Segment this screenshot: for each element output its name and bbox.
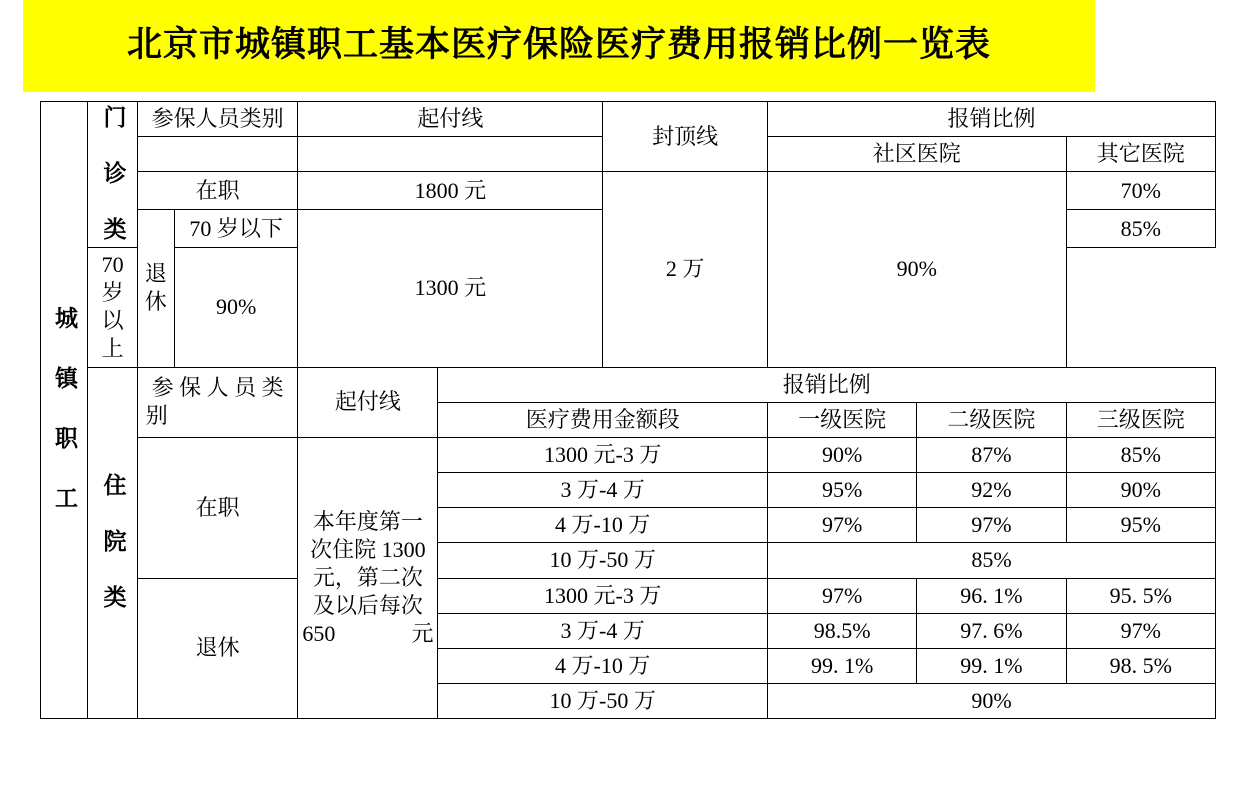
outpatient-deductible-retired: 1300 元 — [298, 210, 603, 367]
header-inpatient-reimburse: 报销比例 — [438, 367, 1216, 402]
inpatient-rate-level1: 97% — [767, 578, 916, 613]
outpatient-community-rate: 90% — [767, 172, 1066, 367]
inpatient-rate-level2: 99. 1% — [917, 648, 1066, 683]
outpatient-deductible-active: 1800 元 — [298, 172, 603, 210]
inpatient-rate-level2: 97% — [917, 508, 1066, 543]
inpatient-rate-merged: 90% — [767, 684, 1215, 719]
inpatient-rate-level1: 98.5% — [767, 613, 916, 648]
outpatient-subcategory-under70: 70 岁以下 — [174, 210, 298, 248]
inpatient-band: 10 万-50 万 — [438, 684, 768, 719]
header-inpatient-category: 参 保 人 员 类 别 — [137, 367, 298, 437]
inpatient-category-active: 在职 — [137, 437, 298, 578]
inpatient-rate-level3: 95% — [1066, 508, 1215, 543]
inpatient-rate-merged: 85% — [767, 543, 1215, 578]
table-row — [41, 578, 1216, 613]
outpatient-other-rate-under70: 85% — [1066, 210, 1215, 248]
inpatient-rate-level3: 90% — [1066, 473, 1215, 508]
reimbursement-table — [40, 101, 1216, 719]
inpatient-rate-level2: 87% — [917, 437, 1066, 472]
inpatient-band: 4 万-10 万 — [438, 648, 768, 683]
header-inpatient-deductible: 起付线 — [298, 367, 438, 437]
inpatient-rate-level3: 95. 5% — [1066, 578, 1215, 613]
row-label-main-text: 城 镇 职 工 — [52, 305, 78, 515]
inpatient-rate-level3: 98. 5% — [1066, 648, 1215, 683]
header-outpatient-deductible: 起付线 — [298, 102, 603, 137]
inpatient-rate-level1: 95% — [767, 473, 916, 508]
outpatient-subcategory-over70: 70 岁以上 — [88, 248, 137, 368]
header-level2-hospital: 二级医院 — [917, 402, 1066, 437]
inpatient-rate-level1: 99. 1% — [767, 648, 916, 683]
inpatient-band: 1300 元-3 万 — [438, 578, 768, 613]
inpatient-rate-level2: 92% — [917, 473, 1066, 508]
section-label-outpatient-text: 门 诊 类 — [100, 105, 126, 244]
header-outpatient-ceiling: 封顶线 — [603, 102, 768, 172]
header-outpatient-reimburse: 报销比例 — [767, 102, 1215, 137]
inpatient-band: 3 万-4 万 — [438, 473, 768, 508]
reimbursement-table-wrap — [40, 101, 1216, 719]
title-highlight-band — [23, 0, 1095, 92]
header-level3-hospital: 三级医院 — [1066, 402, 1215, 437]
section-label-inpatient — [88, 367, 137, 719]
inpatient-band: 1300 元-3 万 — [438, 437, 768, 472]
inpatient-rate-level3: 97% — [1066, 613, 1215, 648]
table-row — [41, 172, 1216, 210]
inpatient-deductible-note: 本年度第一次住院 1300 元，第二次及以后每次 650 元 — [298, 437, 438, 718]
table-row — [41, 437, 1216, 472]
inpatient-rate-level1: 90% — [767, 437, 916, 472]
outpatient-other-rate-over70: 90% — [174, 248, 298, 368]
page-title: 北京市城镇职工基本医疗保险医疗费用报销比例一览表 — [119, 19, 999, 73]
section-label-inpatient-text: 住 院 类 — [100, 473, 126, 613]
outpatient-category-retired: 退休 — [137, 210, 174, 367]
inpatient-band: 10 万-50 万 — [438, 543, 768, 578]
outpatient-category-active: 在职 — [137, 172, 298, 210]
inpatient-rate-level2: 96. 1% — [917, 578, 1066, 613]
inpatient-band: 4 万-10 万 — [438, 508, 768, 543]
outpatient-ceiling: 2 万 — [603, 172, 768, 367]
header-level1-hospital: 一级医院 — [767, 402, 916, 437]
inpatient-rate-level1: 97% — [767, 508, 916, 543]
table-row — [41, 102, 1216, 137]
row-label-main — [41, 102, 88, 719]
inpatient-band: 3 万-4 万 — [438, 613, 768, 648]
table-row — [41, 367, 1216, 402]
header-community-hospital: 社区医院 — [767, 137, 1066, 172]
outpatient-other-rate-active: 70% — [1066, 172, 1215, 210]
header-outpatient-category: 参保人员类别 — [137, 102, 298, 137]
header-amount-band: 医疗费用金额段 — [438, 402, 768, 437]
inpatient-category-retired: 退休 — [137, 578, 298, 719]
inpatient-rate-level3: 85% — [1066, 437, 1215, 472]
section-label-outpatient — [88, 102, 137, 248]
inpatient-rate-level2: 97. 6% — [917, 613, 1066, 648]
header-other-hospital: 其它医院 — [1066, 137, 1215, 172]
